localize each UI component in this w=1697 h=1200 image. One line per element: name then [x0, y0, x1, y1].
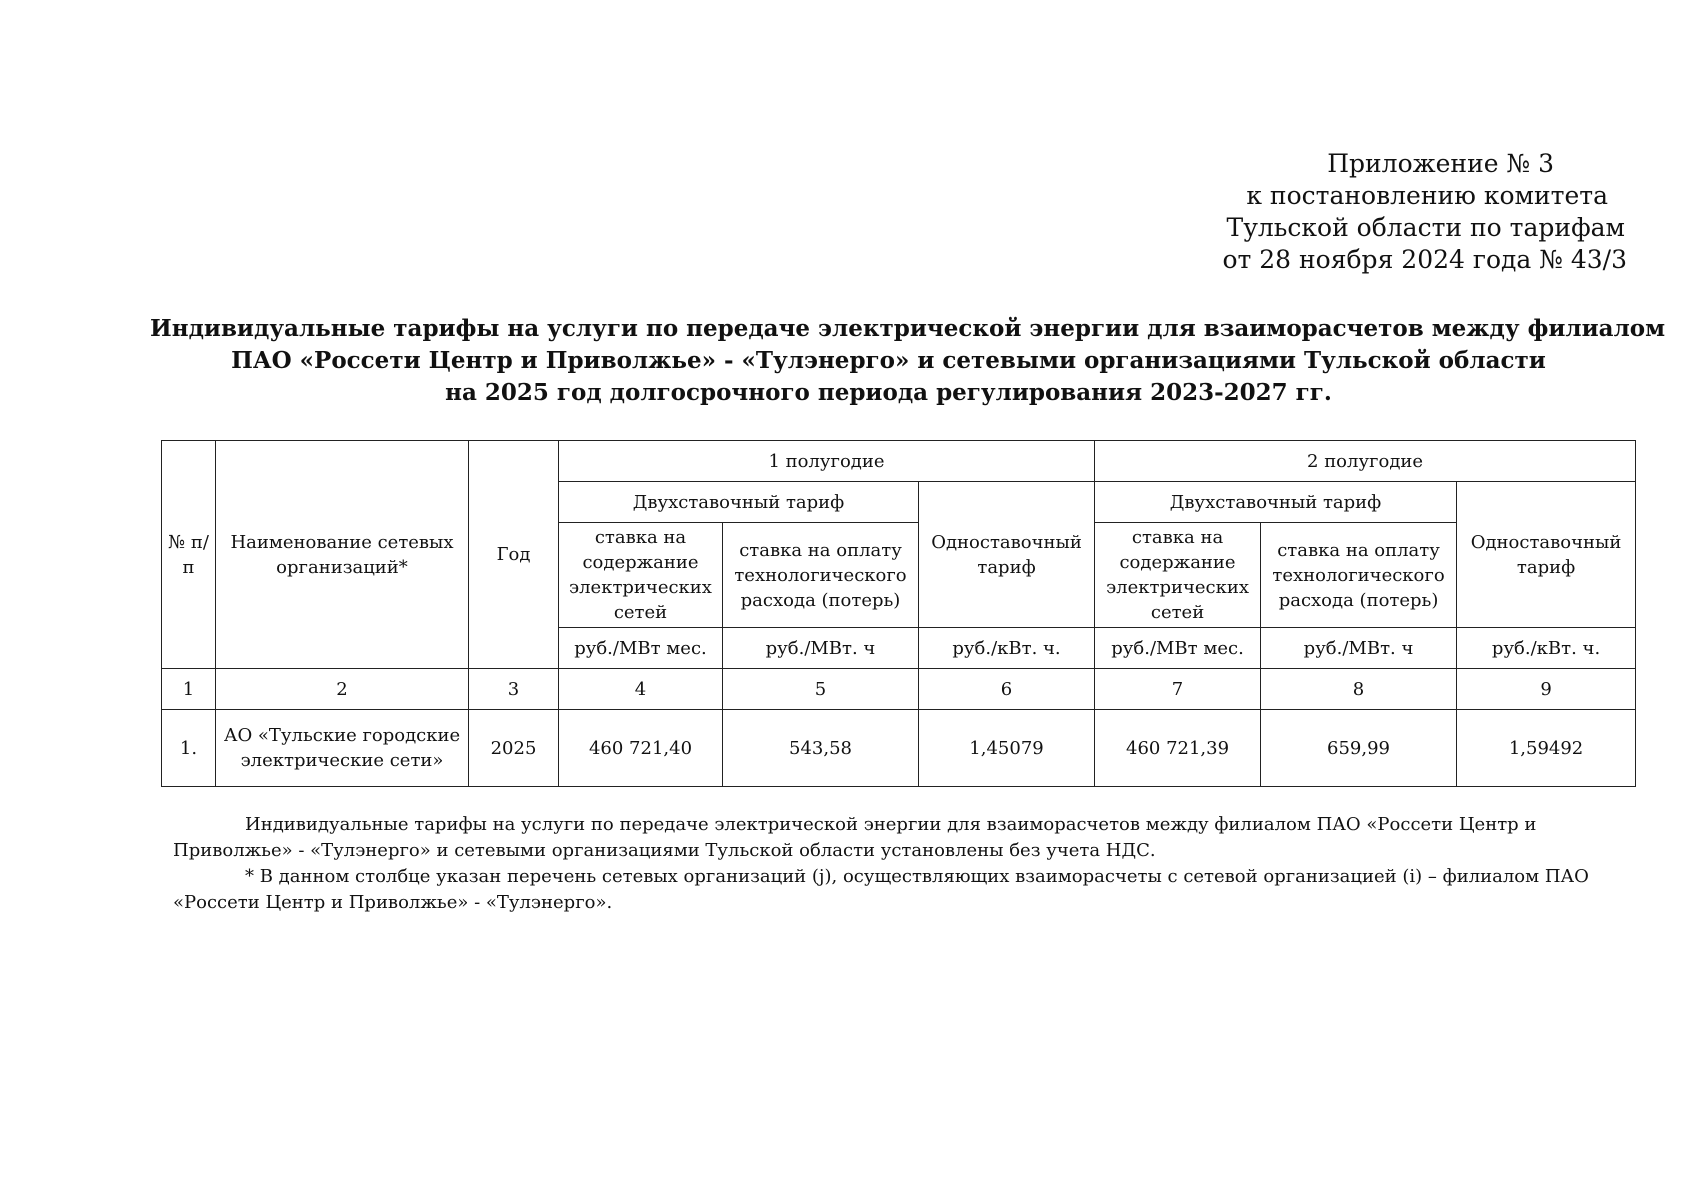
tariff-table — [161, 440, 1636, 787]
header-h1-two-rate: Двухставочный тариф — [559, 482, 919, 523]
header-half-2: 2 полугодие — [1095, 441, 1636, 482]
annex-date: от 28 ноября 2024 года № 43/3 — [1222, 245, 1627, 274]
annex-header — [1107, 148, 1627, 276]
row-num: 1. — [162, 710, 216, 787]
title-line-1: Индивидуальные тарифы на услуги по передаче электрической энергии для взаиморасчетов между филиалом — [150, 315, 1666, 342]
header-num: № п/п — [162, 441, 216, 669]
unit-h2-single: руб./кВт. ч. — [1457, 628, 1636, 669]
column-number: 8 — [1261, 669, 1457, 710]
row-org-name: АО «Тульские городские электрические сети» — [216, 710, 469, 787]
row-h2-loss: 659,99 — [1261, 710, 1457, 787]
header-h1-single-rate: Одноставочный тариф — [919, 482, 1095, 628]
note-footnote: * В данном столбце указан перечень сетевых организаций (j), осуществляющих взаиморасчеты с сетевой организацией (i) – филиалом ПАО «Россети Центр и Приволжье» - «Тулэнерго». — [173, 866, 1589, 913]
column-number: 5 — [723, 669, 919, 710]
header-year: Год — [469, 441, 559, 669]
header-h2-loss: ставка на оплату технологического расхода (потерь) — [1261, 523, 1457, 628]
header-h2-two-rate: Двухставочный тариф — [1095, 482, 1457, 523]
header-h2-maintenance: ставка на содержание электрических сетей — [1095, 523, 1261, 628]
unit-h1-loss: руб./МВт. ч — [723, 628, 919, 669]
column-number: 3 — [469, 669, 559, 710]
document-title — [150, 313, 1666, 409]
row-h1-maintenance: 460 721,40 — [559, 710, 723, 787]
annex-resolution: к постановлению комитета — [1246, 181, 1608, 210]
header-org-name: Наименование сетевых организаций* — [216, 441, 469, 669]
unit-h1-maintenance: руб./МВт мес. — [559, 628, 723, 669]
notes — [173, 812, 1633, 916]
annex-committee: Тульской области по тарифам — [1226, 213, 1625, 242]
column-number: 4 — [559, 669, 723, 710]
title-line-3: на 2025 год долгосрочного периода регулирования 2023-2027 гг. — [445, 379, 1332, 406]
header-h2-single-rate: Одноставочный тариф — [1457, 482, 1636, 628]
row-h2-maintenance: 460 721,39 — [1095, 710, 1261, 787]
row-year: 2025 — [469, 710, 559, 787]
table-row — [162, 710, 1636, 787]
column-number: 2 — [216, 669, 469, 710]
column-number: 9 — [1457, 669, 1636, 710]
unit-h2-loss: руб./МВт. ч — [1261, 628, 1457, 669]
column-number: 7 — [1095, 669, 1261, 710]
row-h2-single: 1,59492 — [1457, 710, 1636, 787]
annex-number: Приложение № 3 — [1327, 149, 1554, 178]
column-number-row — [162, 669, 1636, 710]
header-h1-maintenance: ставка на содержание электрических сетей — [559, 523, 723, 628]
row-h1-loss: 543,58 — [723, 710, 919, 787]
title-line-2: ПАО «Россети Центр и Приволжье» - «Тулэнерго» и сетевыми организациями Тульской области — [231, 347, 1546, 374]
unit-h2-maintenance: руб./МВт мес. — [1095, 628, 1261, 669]
column-number: 6 — [919, 669, 1095, 710]
unit-h1-single: руб./кВт. ч. — [919, 628, 1095, 669]
note-vat: Индивидуальные тарифы на услуги по передаче электрической энергии для взаиморасчетов между филиалом ПАО «Россети Центр и Приволжье» - «Тулэнерго» и сетевыми организациями Тульской области установлены без учета НДС. — [173, 814, 1537, 861]
header-half-1: 1 полугодие — [559, 441, 1095, 482]
column-number: 1 — [162, 669, 216, 710]
row-h1-single: 1,45079 — [919, 710, 1095, 787]
header-h1-loss: ставка на оплату технологического расхода (потерь) — [723, 523, 919, 628]
